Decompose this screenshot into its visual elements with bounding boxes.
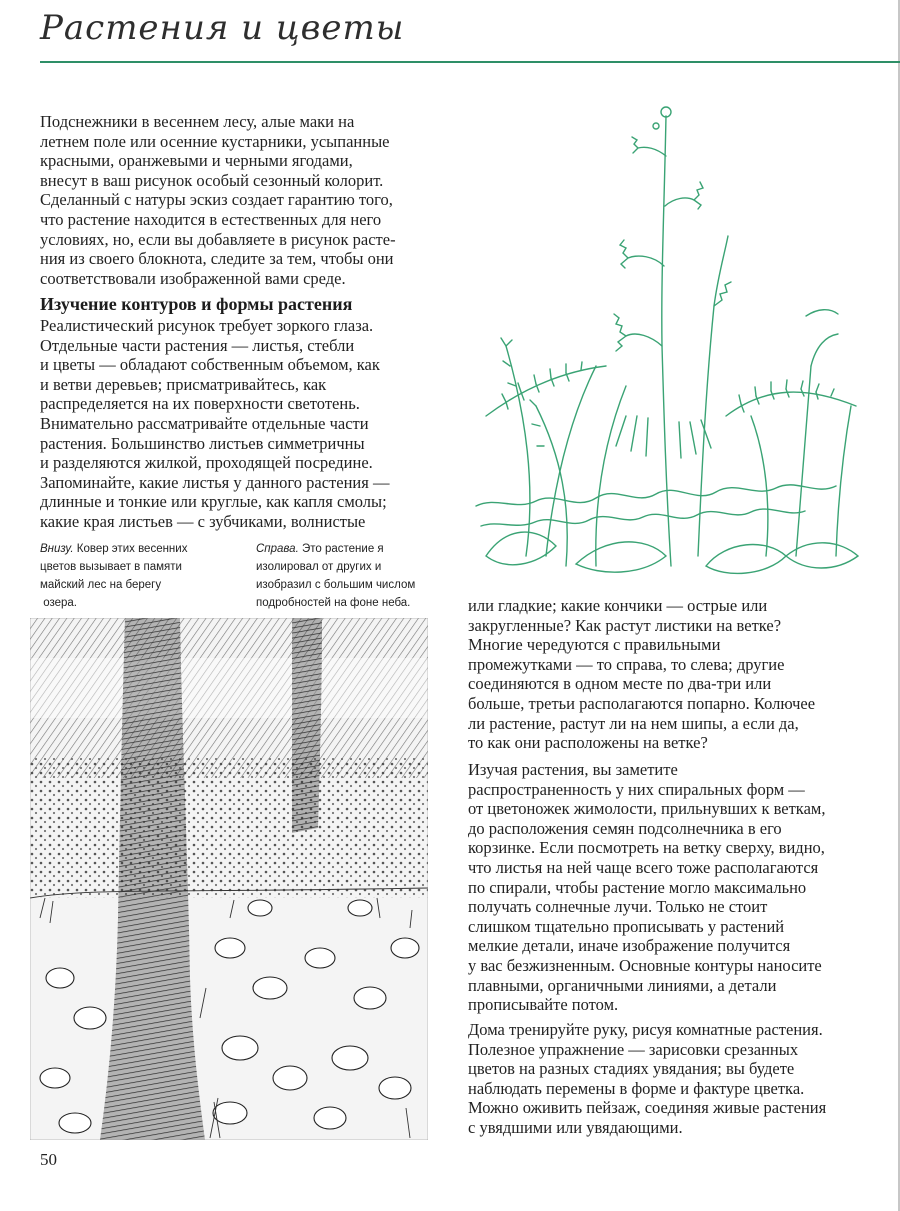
text-line: соответствовали изображенной вами среде. (40, 268, 346, 288)
caption-text: Это растение я (301, 543, 384, 555)
caption-label: Справа. (256, 543, 299, 555)
text-line: летнем поле или осенние кустарники, усыпанные (40, 131, 390, 151)
text-line: что листья на ней чаще всего тоже располагаются (468, 857, 819, 877)
text-line: прописывайте потом. (468, 995, 619, 1015)
text-line: Подснежники в весеннем лесу, алые маки на (40, 112, 355, 131)
caption-line: изобразил с большим числом (256, 579, 416, 591)
text-line: Изучая растения, вы заметите (468, 760, 678, 779)
text-line: Можно оживить пейзаж, соединяя живые растения (468, 1098, 827, 1118)
caption-line: изолировал от других и (256, 561, 382, 573)
text-line: больше, третьи располагаются попарно. Колючее (468, 693, 816, 713)
text-line: красными, оранжевыми и черными ягодами, (40, 151, 353, 171)
text-line: распределяется на их поверхности светотень. (40, 394, 360, 414)
text-line: мелкие детали, иначе изображение получится (468, 936, 791, 956)
caption-line (256, 540, 456, 558)
section-heading: Изучение контуров и формы растения (40, 294, 353, 314)
text-line: или гладкие; какие кончики — острые или (468, 596, 768, 615)
caption-line (40, 540, 240, 558)
text-line: Отдельные части растения — листья, стебли (40, 335, 355, 355)
text-line: условиях, но, если вы добавляете в рисунок расте- (40, 229, 396, 249)
caption-line: цветов вызывает в памяти (40, 561, 182, 573)
text-line: до расположения семян подсолнечника в его (468, 818, 782, 838)
text-line: слишком тщательно прописывать у растений (468, 916, 785, 936)
column2-paragraph-2 (468, 760, 888, 1015)
forest-pencil-sketch (30, 618, 428, 1140)
text-line: плавными, органичными линиями, а детали (468, 975, 777, 995)
text-line: и цветы — обладают собственным объемом, как (40, 355, 380, 375)
text-line: по спирали, чтобы растение могло максимально (468, 877, 807, 897)
text-line: Сделанный с натуры эскиз создает гарантию того, (40, 190, 393, 210)
text-line: что растение находится в естественных для него (40, 209, 382, 229)
caption-text: Ковер этих весенних (76, 543, 188, 555)
text-line: от цветоножек жимолости, прильнувших к веткам, (468, 799, 826, 819)
text-line: ли растение, растут ли на нем шипы, а если да, (468, 713, 799, 733)
text-line: получать солнечные лучи. Только не стоит (468, 897, 768, 917)
column2-paragraph-1 (468, 596, 888, 753)
text-line: и разделяются жилкой, проходящей посредине. (40, 453, 373, 473)
caption-line: подробностей на фоне неба. (256, 597, 411, 609)
text-line: длинные и тонкие или круглые, как капля смолы; (40, 492, 387, 512)
text-line: распространенность у них спиральных форм — (468, 779, 805, 799)
text-line: с увядшими или увядающими. (468, 1117, 683, 1137)
text-line: Многие чередуются с правильными (468, 635, 721, 655)
intro-paragraph (40, 112, 440, 288)
text-line: то как они расположены на ветке? (468, 733, 708, 753)
caption-line: озера. (40, 597, 77, 609)
caption-below (40, 540, 240, 612)
page-number: 50 (40, 1150, 57, 1169)
caption-right (256, 540, 456, 612)
text-line: наблюдать перемены в форме и фактуре цветка. (468, 1078, 805, 1098)
text-line: Полезное упражнение — зарисовки срезанных (468, 1039, 799, 1059)
text-line: Внимательно рассматривайте отдельные части (40, 413, 369, 433)
caption-line: майский лес на берегу (40, 579, 162, 591)
column2-paragraph-3 (468, 1020, 888, 1138)
text-line: промежутками — то справа, то слева; другие (468, 654, 785, 674)
green-plant-sketch (466, 86, 866, 576)
text-line: Реалистический рисунок требует зоркого глаза. (40, 316, 374, 335)
text-line: цветов на разных стадиях увядания; вы будете (468, 1059, 795, 1079)
text-line: какие края листьев — с зубчиками, волнистые (40, 511, 366, 531)
text-line: внесут в ваш рисунок особый сезонный колорит. (40, 170, 384, 190)
section-paragraph (40, 316, 450, 532)
text-line: Запоминайте, какие листья у данного растения — (40, 472, 390, 492)
text-line: у вас безжизненным. Основные контуры наносите (468, 955, 822, 975)
text-line: соединяются в одном месте по два-три или (468, 674, 772, 694)
text-line: Дома тренируйте руку, рисуя комнатные растения. (468, 1020, 823, 1039)
text-line: ния из своего блокнота, следите за тем, чтобы они (40, 249, 394, 269)
text-line: корзинке. Если посмотреть на ветку сверху, видно, (468, 838, 825, 858)
text-line: закругленные? Как растут листики на ветке? (468, 615, 782, 635)
caption-label: Внизу. (40, 543, 74, 555)
text-line: растения. Большинство листьев симметричны (40, 433, 365, 453)
page-title: Растения и цветы (40, 8, 405, 48)
text-line: и ветви деревьев; присматривайтесь, как (40, 374, 327, 394)
title-divider (40, 61, 900, 63)
